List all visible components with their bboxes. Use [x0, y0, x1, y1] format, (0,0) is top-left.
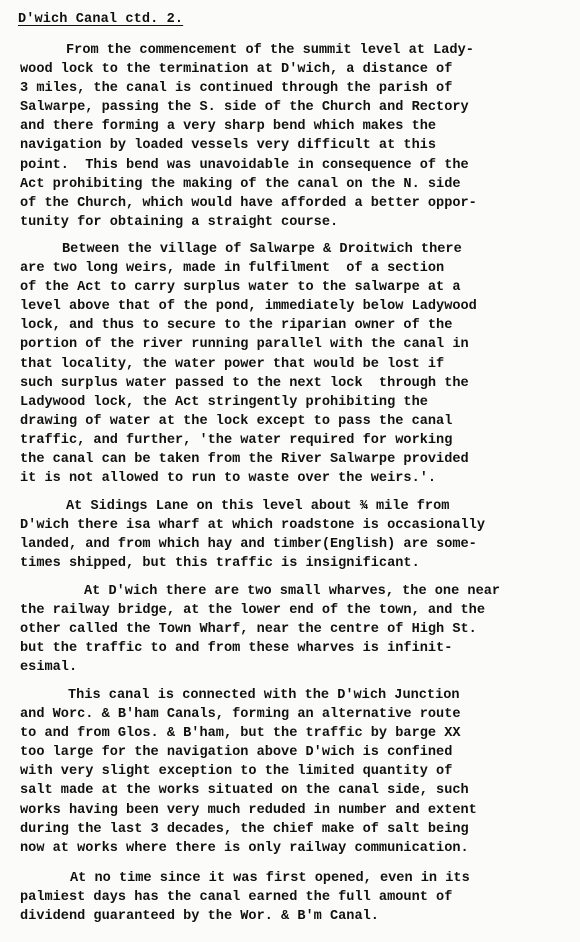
paragraph-5 — [20, 686, 572, 858]
text-line: tunity for obtaining a straight course. — [20, 214, 339, 230]
text-line: but the traffic to and from these wharves is infinit- — [20, 641, 453, 657]
text-line: to and from Glos. & B'ham, but the traffic by barge XX — [20, 726, 461, 742]
text-line: that locality, the water power that would be lost if — [20, 356, 445, 372]
text-line: such surplus water passed to the next lock through the — [20, 375, 469, 391]
text-line: From the commencement of the summit level at Lady- — [66, 43, 474, 58]
text-line: navigation by loaded vessels very difficult at this — [20, 138, 437, 154]
text-line: At no time since it was first opened, even in its — [70, 871, 470, 886]
text-line: with very slight exception to the limited quantity of — [20, 764, 453, 780]
text-line: traffic, and further, 'the water required for working — [20, 432, 453, 448]
text-line: and there forming a very sharp bend which makes the — [20, 119, 437, 135]
text-line: Ladywood lock, the Act stringently prohibiting the — [20, 394, 428, 410]
text-line: are two long weirs, made in fulfilment of a section — [20, 261, 445, 277]
document-title: D'wich Canal ctd. 2. — [18, 12, 184, 27]
text-line: dividend guaranteed by the Wor. & B'm Canal. — [20, 909, 379, 925]
paragraph-4 — [20, 582, 572, 677]
text-line: Salwarpe, passing the S. side of the Church and Rectory — [20, 100, 469, 116]
text-line: landed, and from which hay and timber(English) are some- — [20, 537, 477, 553]
text-line: during the last 3 decades, the chief make of salt being — [20, 821, 469, 837]
text-line: too large for the navigation above D'wich is confined — [20, 745, 453, 761]
text-line: 3 miles, the canal is continued through the parish of — [20, 81, 453, 97]
text-line: This canal is connected with the D'wich Junction — [68, 688, 460, 703]
text-line: At Sidings Lane on this level about ¾ mile from — [66, 499, 450, 514]
text-line: wood lock to the termination at D'wich, a distance of — [20, 62, 453, 78]
text-line: works having been very much reduded in number and extent — [20, 802, 477, 818]
text-line: lock, and thus to secure to the riparian owner of the — [20, 318, 453, 334]
text-line: of the Church, which would have afforded a better oppor- — [20, 195, 477, 211]
text-line: level above that of the pond, immediately below Ladywood — [20, 299, 477, 315]
paragraph-3 — [20, 497, 572, 573]
text-line: Act prohibiting the making of the canal on the N. side — [20, 176, 461, 192]
text-line: times shipped, but this traffic is insignificant. — [20, 556, 420, 572]
text-line: portion of the river running parallel with the canal in — [20, 337, 469, 353]
text-line: point. This bend was unavoidable in consequence of the — [20, 157, 469, 173]
text-line: salt made at the works situated on the canal side, such — [20, 783, 469, 799]
text-line: D'wich there isa wharf at which roadstone is occasionally — [20, 518, 485, 534]
text-line: the canal can be taken from the River Salwarpe provided — [20, 452, 469, 468]
text-line: palmiest days has the canal earned the full amount of — [20, 890, 453, 906]
text-line: and Worc. & B'ham Canals, forming an alternative route — [20, 707, 461, 723]
paragraph-1 — [20, 41, 572, 232]
text-line: it is not allowed to run to waste over the weirs.'. — [20, 471, 437, 487]
text-line: esimal. — [20, 660, 78, 676]
paragraph-2 — [20, 240, 572, 488]
text-line: other called the Town Wharf, near the centre of High St. — [20, 622, 477, 638]
paragraph-6 — [20, 869, 572, 926]
text-line: At D'wich there are two small wharves, the one near — [84, 584, 501, 599]
text-line: drawing of water at the lock except to pass the canal — [20, 413, 453, 429]
text-line: the railway bridge, at the lower end of the town, and the — [20, 603, 485, 619]
text-line: Between the village of Salwarpe & Droitwich there — [62, 242, 462, 257]
text-line: of the Act to carry surplus water to the salwarpe at a — [20, 280, 461, 296]
text-line: now at works where there is only railway communication. — [20, 840, 469, 856]
